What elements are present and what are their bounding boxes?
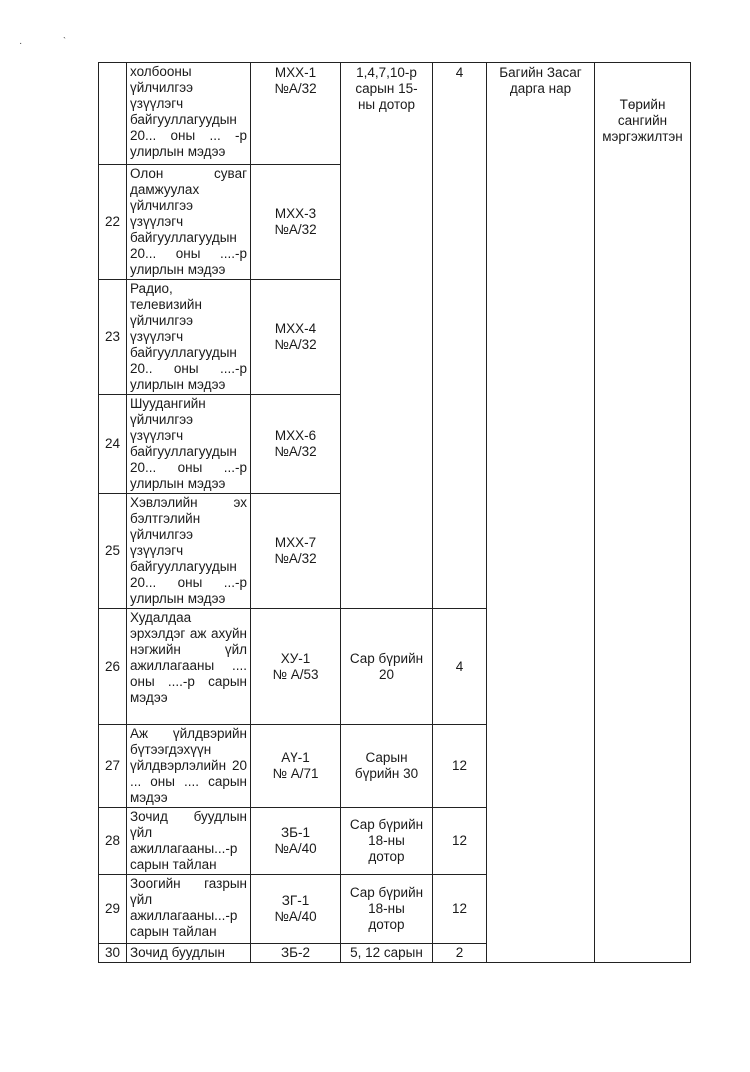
form-code: ХУ-1 № А/53 [251,609,341,725]
report-name: Зоогийн газрын үйл ажиллагааны...-р сарын тайлан [127,875,251,944]
report-recipient: Төрийн сангийн мэргэжилтэн [595,63,691,963]
report-name: Аж үйлдвэрийн бүтээгдэхүүн үйлдвэрлэлийн 20 ... оны .... сарын мэдээ [127,725,251,808]
row-number: 26 [99,609,127,725]
form-code: ЗБ-1 №А/40 [251,808,341,875]
scan-speck: ` [63,36,66,46]
deadline: 5, 12 сарын [341,944,433,963]
row-number: 29 [99,875,127,944]
scan-speck: · [19,38,23,49]
row-number: 22 [99,165,127,280]
table-row [99,63,691,165]
deadline: Сар бүрийн 18-ны дотор [341,808,433,875]
report-name: Худалдаа эрхэлдэг аж ахуйн нэгжийн үйл ажиллагааны .... оны ....-р сарын мэдээ [127,609,251,725]
form-code: МХХ-7 №А/32 [251,494,341,609]
row-number: 27 [99,725,127,808]
responsible-party: Багийн Засаг дарга нар [487,63,595,963]
frequency-count: 4 [433,609,487,725]
report-name: Зочид буудлын [127,944,251,963]
row-number: 30 [99,944,127,963]
frequency-count: 12 [433,808,487,875]
form-code: МХХ-6 №А/32 [251,395,341,494]
row-number [99,63,127,165]
deadline: Сар бүрийн 18-ны дотор [341,875,433,944]
row-number: 25 [99,494,127,609]
report-name: Зочид буудлын үйл ажиллагааны...-р сарын тайлан [127,808,251,875]
form-code: ЗГ-1 №А/40 [251,875,341,944]
row-number: 28 [99,808,127,875]
report-name: Радио, телевизийн үйлчилгээ үзүүлэгч байгууллагуудын 20.. оны ....-р улирлын мэдээ [127,280,251,395]
deadline: Сарын бүрийн 30 [341,725,433,808]
deadline: 1,4,7,10-р сарын 15- ны дотор [341,63,433,609]
form-code: МХХ-1 №А/32 [251,63,341,165]
row-number: 24 [99,395,127,494]
form-code: МХХ-4 №А/32 [251,280,341,395]
report-name: Хэвлэлийн эх бэлтгэлийн үйлчилгээ үзүүлэгч байгууллагуудын 20... оны ...-р улирлын мэдээ [127,494,251,609]
form-code: МХХ-3 №А/32 [251,165,341,280]
frequency-count: 12 [433,875,487,944]
form-code: ЗБ-2 [251,944,341,963]
report-name: Шуудангийн үйлчилгээ үзүүлэгч байгууллагуудын 20... оны ...-р улирлын мэдээ [127,395,251,494]
report-name: Олон суваг дамжуулах үйлчилгээ үзүүлэгч байгууллагуудын 20... оны ....-р улирлын мэдээ [127,165,251,280]
report-name: холбооны үйлчилгээ үзүүлэгч байгууллагуудын 20... оны ... -р улирлын мэдээ [127,63,251,165]
frequency-count: 2 [433,944,487,963]
form-code: АҮ-1 № А/71 [251,725,341,808]
deadline: Сар бүрийн 20 [341,609,433,725]
frequency-count: 4 [433,63,487,609]
report-schedule-table [98,62,691,963]
frequency-count: 12 [433,725,487,808]
row-number: 23 [99,280,127,395]
